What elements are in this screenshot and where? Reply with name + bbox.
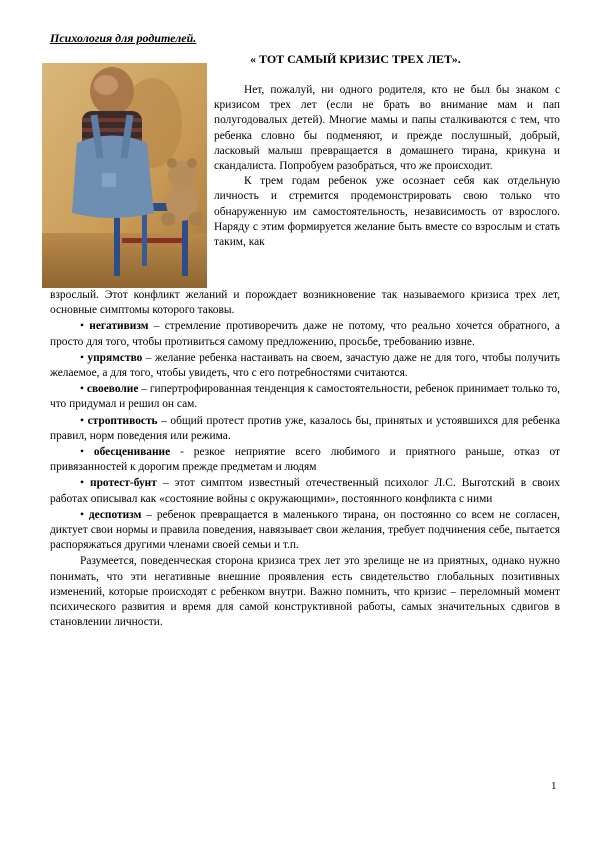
symptom-description: – общий протест против уже, казалось бы, принятых и устоявшихся для ребенка правил, норм поведения или режима. (50, 414, 560, 442)
bullet: • (80, 414, 84, 427)
intro-paragraph: К трем годам ребенок уже осознает себя как отдельную личность и стремится продемонстрировать свою только что обнаруженную им самостоятельность, независимость от взрослого. Наряду с этим формируется желание быть вместе со взрослым и стать таким, как (214, 175, 560, 249)
bullet: • (80, 477, 84, 490)
bullet: • (80, 320, 84, 333)
child-with-teddy-bear-photo (42, 63, 207, 288)
symptom-item-obstinacy (50, 414, 560, 444)
symptom-description: – этот симптом известный отечественный психолог Л.С. Выготский в своих работах описывал как «состояние войны с окружающими», постоянного конфликта с ними (50, 477, 560, 505)
article-title: « ТОТ САМЫЙ КРИЗИС ТРЕХ ЛЕТ». (250, 52, 461, 66)
bullet: • (80, 508, 84, 521)
symptom-item-despotism (50, 508, 560, 554)
bullet: • (80, 446, 84, 459)
symptom-term: протест-бунт (90, 477, 157, 490)
symptom-term: негативизм (89, 320, 149, 333)
symptom-term: упрямство (87, 351, 143, 364)
body-text (50, 288, 560, 631)
symptom-description: - резкое неприятие всего любимого и приятного раньше, отказ от привязанностей к дорогим прежде предметам и людям (50, 446, 560, 474)
symptom-term: своеволие (86, 383, 139, 396)
conclusion-paragraph: Разумеется, поведенческая сторона кризиса трех лет это зрелище не из приятных, однако нужно понимать, что эти негативные внешние проявления есть свидетельство глобальных позитивных изменений, которые происходят с ребенком внутри. Важно помнить, что кризис – переломный момент психического развития и время для самой конструктивной работы, самых значительных сдвигов в становлении личности. (50, 555, 560, 629)
symptom-description: – гипертрофированная тенденция к самостоятельности, ребенок принимает только то, что придумал и решил он сам. (50, 383, 560, 411)
symptom-description: – ребенок превращается в маленького тирана, он постоянно со всем не согласен, диктует свои нормы и правила поведения, навязывает свои желания, требует подчинения себе, пытается распоряжаться другими членами своей семьи и т.п. (50, 508, 560, 552)
symptom-description: – стремление противоречить даже не потому, что реально хочется обратного, а просто для того, чтобы противиться самому предложению, просьбе, требованию извне. (50, 320, 560, 348)
symptom-item-stubbornness (50, 351, 560, 381)
intro-text (214, 83, 560, 250)
symptom-term: деспотизм (88, 508, 142, 521)
bullet: • (80, 383, 84, 396)
continuation-paragraph: взрослый. Этот конфликт желаний и порождает возникновение так называемого кризиса трех лет, основные симптомы которого таковы. (50, 289, 560, 317)
symptom-term: строптивость (87, 414, 158, 427)
section-heading: Психология для родителей. (50, 31, 197, 45)
symptom-term: обесценивание (93, 446, 171, 459)
symptom-item-negativism (50, 319, 560, 349)
symptom-item-devaluation (50, 445, 560, 475)
intro-paragraph: Нет, пожалуй, ни одного родителя, кто не был бы знаком с кризисом трех лет (если не брать во внимание мам и пап полугодовалых детей). Многие мамы и папы сталкиваются с тем, что ребенка словно бы подменяют, и прежде послушный, добрый, ласковый малыш превращается в домашнего тирана, крикуна и скандалиста. Попробуем разобраться, что же происходит. (214, 84, 560, 173)
symptom-item-self-will (50, 382, 560, 412)
page-number: 1 (551, 780, 557, 792)
symptom-item-protest-riot (50, 476, 560, 506)
bullet: • (80, 351, 84, 364)
symptom-description: – желание ребенка настаивать на своем, зачастую даже не для того, чтобы получить желаемое, а для того, чтобы увидеть, что с его потребностями считаются. (50, 351, 560, 380)
